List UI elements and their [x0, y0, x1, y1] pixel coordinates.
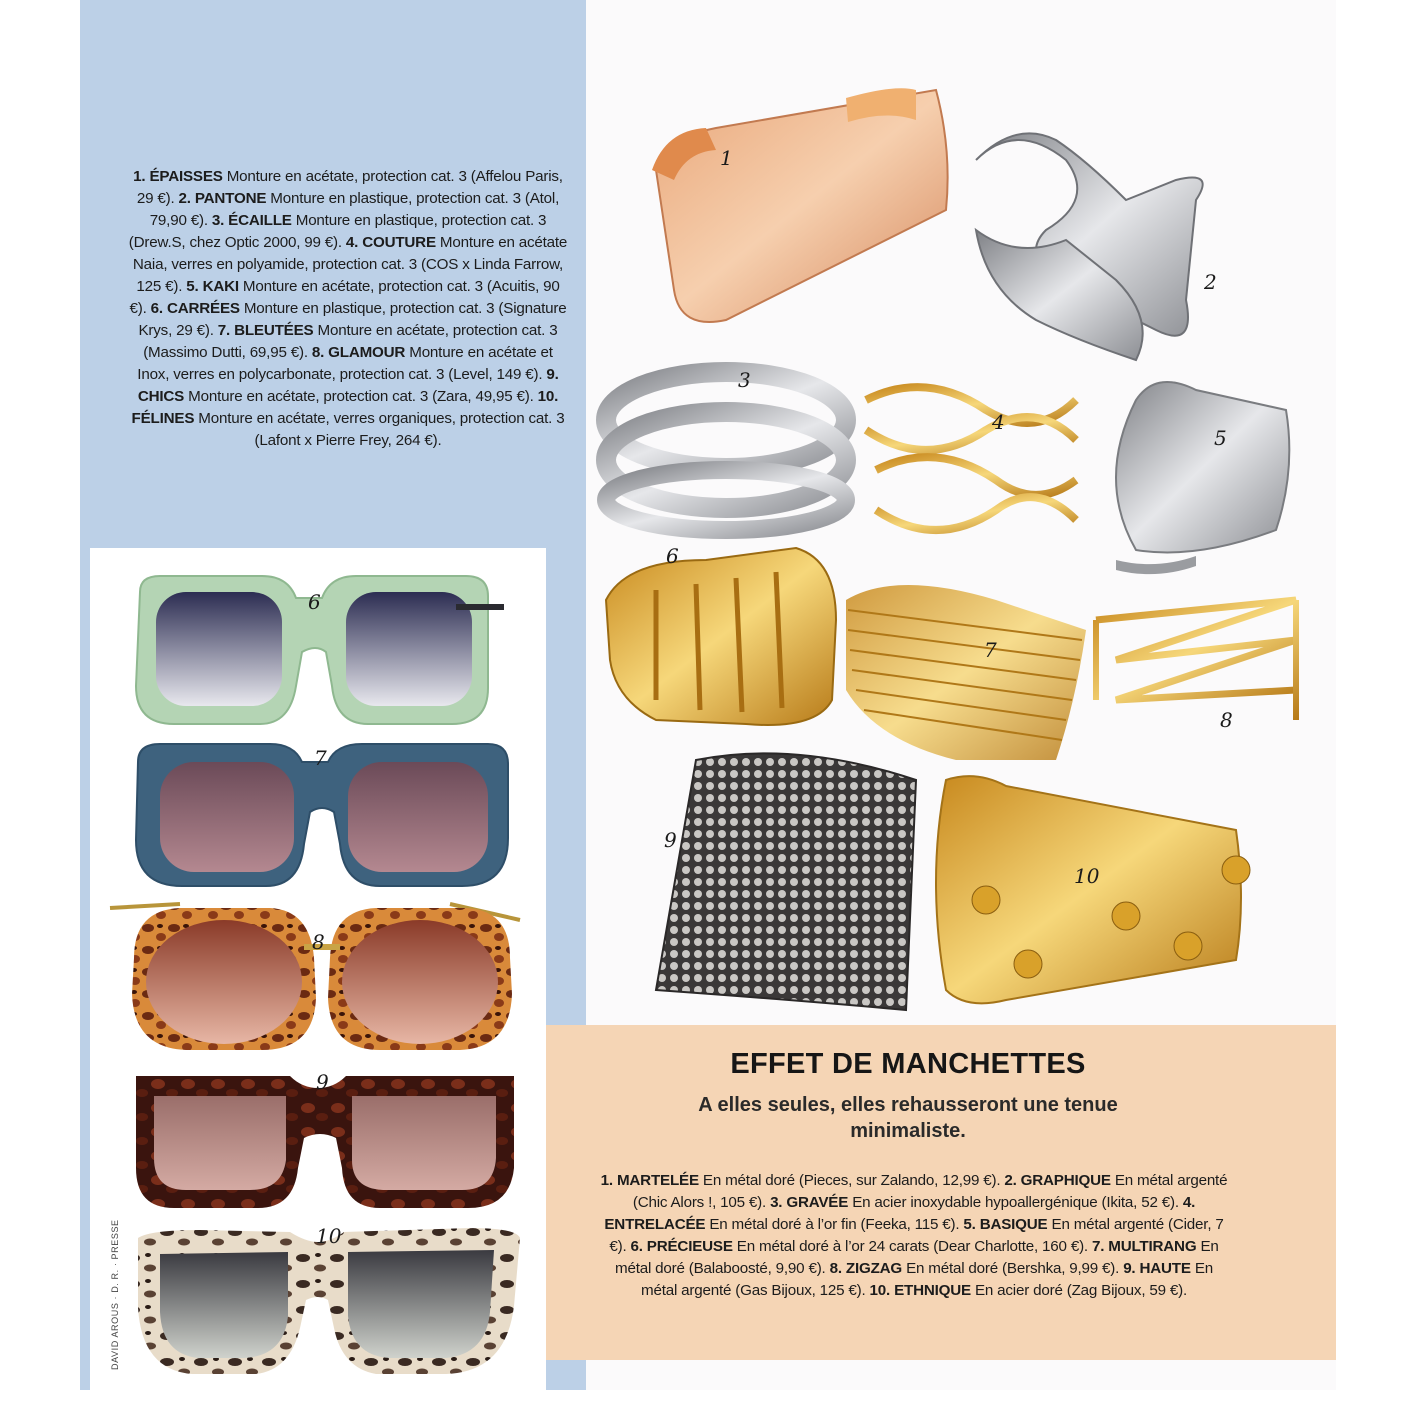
bracelets-item-name: 9. HAUTE [1123, 1260, 1191, 1277]
bracelets-item-desc: En métal doré (Bershka, 9,99 €). [902, 1260, 1124, 1277]
photo-credit: DAVID AROUS · D. R. · PRESSE [110, 1219, 120, 1370]
bracelet-photo-number: 10 [1074, 864, 1100, 888]
sunglasses-item-desc: Monture en acétate Naia, verres en polyamide, protection cat. 3 (COS x Linda Farrow, 125 €). [132, 234, 568, 295]
bracelet-3 [606, 372, 846, 530]
sunglasses-photo-number: 10 [316, 1224, 342, 1248]
bracelet-5 [1116, 382, 1289, 574]
sunglasses-item-desc: Monture en plastique, protection cat. 3 (Atol, 79,90 €). [149, 190, 560, 229]
sunglasses-item-desc: Monture en plastique, protection cat. 3 (Drew.S, chez Optic 2000, 99 €). [128, 212, 547, 251]
bracelet-photo-number: 4 [992, 410, 1005, 434]
bracelets-item-name: 7. MULTIRANG [1091, 1238, 1197, 1255]
sunglasses-9 [136, 1076, 514, 1208]
bracelet-4 [866, 387, 1076, 530]
bracelets-item-desc: En métal argenté (Gas Bijoux, 125 €). [641, 1260, 1213, 1299]
sunglasses-item-desc: Monture en acétate, protection cat. 3 (Acuitis, 90 €). [129, 278, 560, 317]
sunglasses-photo-number: 8 [312, 930, 325, 954]
bracelet-photo-number: 6 [666, 544, 679, 568]
sunglasses-item-desc: Monture en acétate, protection cat. 3 (Affelou Paris, 29 €). [136, 168, 563, 207]
bracelet-6 [606, 548, 836, 725]
sunglasses-caption-text [128, 166, 568, 452]
bracelets-item-desc: En métal doré (Pieces, sur Zalando, 12,99 €). [698, 1172, 1005, 1189]
bracelet-photo-number: 5 [1214, 426, 1227, 450]
bracelet-photo-number: 8 [1220, 708, 1233, 732]
bracelet-2 [976, 133, 1203, 360]
sunglasses-photo-number: 9 [316, 1070, 329, 1094]
bracelet-photo-number: 3 [738, 368, 751, 392]
bracelet-1 [652, 88, 948, 322]
sunglasses-item-name: 5. KAKI [186, 278, 239, 295]
bracelets-item-desc: En acier doré (Zag Bijoux, 59 €). [970, 1282, 1187, 1299]
sunglasses-item-desc: Monture en acétate, verres organiques, protection cat. 3 (Lafont x Pierre Frey, 264 €). [194, 410, 565, 449]
bracelets-item-name: 6. PRÉCIEUSE [630, 1238, 733, 1255]
blue-border-left [80, 548, 90, 1390]
bracelets-item-desc: En métal argenté (Cider, 7 €). [609, 1216, 1224, 1255]
bracelets-item-name: 2. GRAPHIQUE [1004, 1172, 1111, 1189]
bracelets-item-name: 10. ETHNIQUE [869, 1282, 971, 1299]
sunglasses-8 [110, 904, 520, 1050]
sunglasses-item-name: 2. PANTONE [178, 190, 267, 207]
sunglasses-item-desc: Monture en acétate, protection cat. 3 (Massimo Dutti, 69,95 €). [143, 322, 558, 361]
bracelets-subtitle: A elles seules, elles rehausseront une tenue minimaliste. [698, 1094, 1118, 1142]
bracelet-photo-number: 1 [720, 146, 733, 170]
bracelets-item-name: 1. MARTELÉE [600, 1172, 699, 1189]
bracelets-item-desc: En acier inoxydable hypoallergénique (Ikita, 52 €). [848, 1194, 1183, 1211]
bracelets-item-name: 8. ZIGZAG [829, 1260, 903, 1277]
bracelets-item-desc: En métal argenté (Chic Alors !, 105 €). [632, 1172, 1228, 1211]
bracelets-caption-text [598, 1170, 1230, 1302]
sunglasses-item-name: 7. BLEUTÉES [217, 322, 314, 339]
sunglasses-item-name: 10. FÉLINES [131, 388, 559, 427]
bracelets-item-name: 4. ENTRELACÉE [604, 1194, 1196, 1233]
bracelet-7 [846, 585, 1086, 760]
bracelet-photo-number: 7 [984, 638, 997, 662]
bracelets-item-name: 3. GRAVÉE [770, 1194, 849, 1211]
sunglasses-item-desc: Monture en acétate, protection cat. 3 (Zara, 49,95 €). [184, 388, 538, 405]
sunglasses-item-name: 8. GLAMOUR [311, 344, 406, 361]
bracelets-item-desc: En métal doré (Balaboosté, 9,90 €). [615, 1238, 1219, 1277]
sunglasses-item-name: 1. ÉPAISSES [133, 168, 223, 185]
sunglasses-item-name: 9. CHICS [137, 366, 559, 405]
sunglasses-photo-number: 6 [308, 590, 321, 614]
bracelet-photo-number: 2 [1204, 270, 1217, 294]
bracelet-8 [1096, 600, 1296, 720]
bracelets-item-desc: En métal doré à l’or fin (Feeka, 115 €). [705, 1216, 964, 1233]
bracelet-photo-number: 9 [664, 828, 677, 852]
sunglasses-photo-number: 7 [314, 746, 327, 770]
bracelets-item-name: 5. BASIQUE [963, 1216, 1048, 1233]
sunglasses-item-name: 4. COUTURE [345, 234, 436, 251]
sunglasses-10 [138, 1228, 520, 1374]
sunglasses-item-name: 6. CARRÉES [150, 300, 240, 317]
bracelet-9 [656, 753, 916, 1010]
sunglasses-item-name: 3. ÉCAILLE [211, 212, 292, 229]
sunglasses-illustrations [90, 548, 546, 1390]
bracelets-item-desc: En métal doré à l’or 24 carats (Dear Charlotte, 160 €). [732, 1238, 1092, 1255]
bracelet-10 [936, 776, 1250, 1003]
bracelets-illustrations [596, 0, 1336, 1030]
sunglasses-item-desc: Monture en acétate et Inox, verres en polycarbonate, protection cat. 3 (Level, 149 €). [137, 344, 553, 383]
bracelets-title: EFFET DE MANCHETTES [730, 1048, 1086, 1080]
sunglasses-item-desc: Monture en plastique, protection cat. 3 (Signature Krys, 29 €). [138, 300, 567, 339]
